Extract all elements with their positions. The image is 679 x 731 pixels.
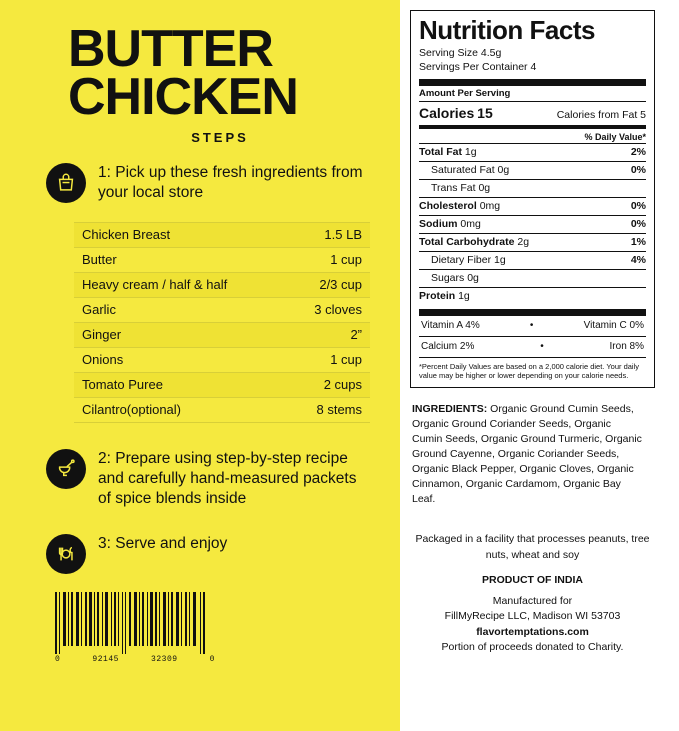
divider-thick-2 <box>419 309 646 316</box>
nutrient-percent: 0% <box>630 218 646 231</box>
nutrient-value: 1g <box>458 290 470 303</box>
nutrient-name: Total Fat <box>419 146 462 159</box>
barcode-group-1: 92145 <box>92 655 119 664</box>
divider-thin-2 <box>419 336 646 337</box>
divider-medium <box>419 125 646 129</box>
bullet-separator-icon: • <box>529 320 534 332</box>
ingredients-table <box>74 222 370 423</box>
left-content-area <box>0 0 400 560</box>
table-row <box>74 372 370 397</box>
ingredients-label: INGREDIENTS: <box>412 403 488 416</box>
barcode-digits <box>55 655 215 664</box>
nutrient-row-total-carbohydrate <box>419 233 646 251</box>
nutrient-value: 0g <box>478 182 491 195</box>
footer-block <box>410 532 655 655</box>
charity-statement: Portion of proceeds donated to Charity. <box>441 640 624 653</box>
nutrient-row-saturated-fat <box>419 161 646 179</box>
divider-thin-3 <box>419 357 646 358</box>
allergen-statement: Packaged in a facility that processes peanuts, tree nuts, wheat and soy <box>415 533 650 561</box>
nutrient-name: Cholesterol <box>419 200 477 213</box>
step-text-3: 3: Serve and enjoy <box>98 534 228 552</box>
daily-value-footnote: *Percent Daily Values are based on a 2,000 calorie diet. Your daily value may be higher or lower depending on your calorie needs. <box>419 361 640 381</box>
table-row <box>74 347 370 372</box>
ingredient-name: Cilantro(optional) <box>74 397 278 422</box>
ingredient-amount: 2 cups <box>278 372 370 397</box>
barcode-bars <box>55 592 207 654</box>
ingredient-name: Tomato Puree <box>74 372 278 397</box>
step-item-3 <box>46 532 372 574</box>
table-row <box>74 222 370 247</box>
nutrient-percent: 0% <box>630 200 646 213</box>
nutrient-name: Sodium <box>419 218 458 231</box>
website-link[interactable]: flavortemptations.com <box>476 625 589 638</box>
amount-per-serving-label: Amount Per Serving <box>419 87 511 99</box>
nutrient-name: Saturated Fat <box>431 164 495 177</box>
servings-per-container: Servings Per Container 4 <box>419 61 537 74</box>
nutrient-row-total-fat <box>419 143 646 161</box>
nutrient-row-trans-fat <box>419 179 646 197</box>
iron: Iron 8% <box>609 341 644 353</box>
nutrient-row-sugars <box>419 269 646 287</box>
ingredient-name: Ginger <box>74 322 278 347</box>
ingredient-amount: 1 cup <box>278 247 370 272</box>
ingredient-name: Heavy cream / half & half <box>74 272 278 297</box>
nutrient-percent: 4% <box>630 254 646 267</box>
vitamin-row-1 <box>419 318 646 334</box>
step-text-1: 1: Pick up these fresh ingredients from your local store <box>98 163 363 202</box>
nutrient-percent: 1% <box>630 236 646 249</box>
nutrition-facts-title: Nutrition Facts <box>419 15 595 45</box>
ingredient-amount: 8 stems <box>278 397 370 422</box>
manufactured-for-line-1: Manufactured for <box>492 595 573 608</box>
barcode-right-digit: 0 <box>209 655 215 664</box>
nutrient-value: 1g <box>494 254 506 267</box>
nutrient-value: 1g <box>464 146 477 159</box>
page-title <box>68 20 372 126</box>
barcode-group-2: 32309 <box>151 655 178 664</box>
nutrient-name: Sugars <box>431 272 465 285</box>
nutrient-name: Total Carbohydrate <box>419 236 515 249</box>
step-text-2: 2: Prepare using step-by-step recipe and carefully hand-measured packets of spice blends inside <box>98 449 357 508</box>
daily-value-header: % Daily Value* <box>584 131 646 142</box>
calories-label: Calories <box>419 104 475 121</box>
nutrient-row-dietary-fiber <box>419 251 646 269</box>
nutrition-facts-panel <box>410 10 655 388</box>
ingredient-name: Butter <box>74 247 278 272</box>
barcode <box>55 592 215 664</box>
nutrient-value: 0mg <box>479 200 501 213</box>
nutrient-row-cholesterol <box>419 197 646 215</box>
steps-heading: STEPS <box>191 129 249 145</box>
calcium: Calcium 2% <box>421 341 475 353</box>
calories-row <box>419 104 646 122</box>
nutrient-row-protein <box>419 287 646 305</box>
ingredients-list: Organic Ground Cumin Seeds, Organic Ground Coriander Seeds, Organic Cumin Seeds, Organic Ground Turmeric, Organic Ground Cayenne, Organic Coriander Seeds, Organic Black Pepper, Organic Cloves, Organic Cinnamon, Organic Cardamom, Organic Bay Leaf. <box>412 403 642 505</box>
step-item-1 <box>46 161 372 204</box>
ingredient-name: Garlic <box>74 297 278 322</box>
nutrient-name: Dietary Fiber <box>431 254 492 267</box>
calories-from-fat: Calories from Fat 5 <box>556 108 646 121</box>
nutrient-value: 0g <box>497 164 510 177</box>
table-row <box>74 322 370 347</box>
serving-size: Serving Size 4.5g <box>419 47 502 60</box>
ingredient-amount: 3 cloves <box>278 297 370 322</box>
calories-value: 15 <box>477 104 493 121</box>
vitamin-row-2 <box>419 339 646 355</box>
nutrient-value: 2g <box>517 236 530 249</box>
ingredient-amount: 2” <box>278 322 370 347</box>
ingredients-statement <box>412 402 644 506</box>
ingredient-amount: 2/3 cup <box>278 272 370 297</box>
shopping-bag-icon <box>46 163 86 203</box>
nutrient-row-sodium <box>419 215 646 233</box>
nutrient-value: 0g <box>467 272 479 285</box>
nutrient-percent: 0% <box>630 164 646 177</box>
bullet-separator-icon: • <box>540 341 544 353</box>
manufactured-for-line-2: FillMyRecipe LLC, Madison WI 53703 <box>444 610 621 623</box>
step-item-2 <box>46 447 372 510</box>
mortar-pestle-icon <box>46 449 86 489</box>
divider-thin <box>419 101 646 102</box>
table-row <box>74 397 370 422</box>
nutrient-name: Protein <box>419 290 456 303</box>
nutrient-name: Trans Fat <box>431 182 476 195</box>
table-row <box>74 272 370 297</box>
ingredient-name: Onions <box>74 347 278 372</box>
divider-thick <box>419 79 646 86</box>
title-line-2: CHICKEN <box>68 67 298 126</box>
ingredient-name: Chicken Breast <box>74 222 278 247</box>
ingredient-amount: 1.5 LB <box>278 222 370 247</box>
vitamin-a: Vitamin A 4% <box>421 320 480 332</box>
barcode-left-digit: 0 <box>55 655 61 664</box>
right-white-panel <box>400 0 679 731</box>
ingredient-amount: 1 cup <box>278 347 370 372</box>
product-origin: PRODUCT OF INDIA <box>482 573 583 586</box>
vitamin-c: Vitamin C 0% <box>583 320 644 332</box>
nutrient-percent: 2% <box>630 146 646 159</box>
nutrient-value: 0mg <box>460 218 481 231</box>
title-line-1: BUTTER <box>68 20 273 78</box>
table-row <box>74 297 370 322</box>
plate-cutlery-icon <box>46 534 86 574</box>
table-row <box>74 247 370 272</box>
